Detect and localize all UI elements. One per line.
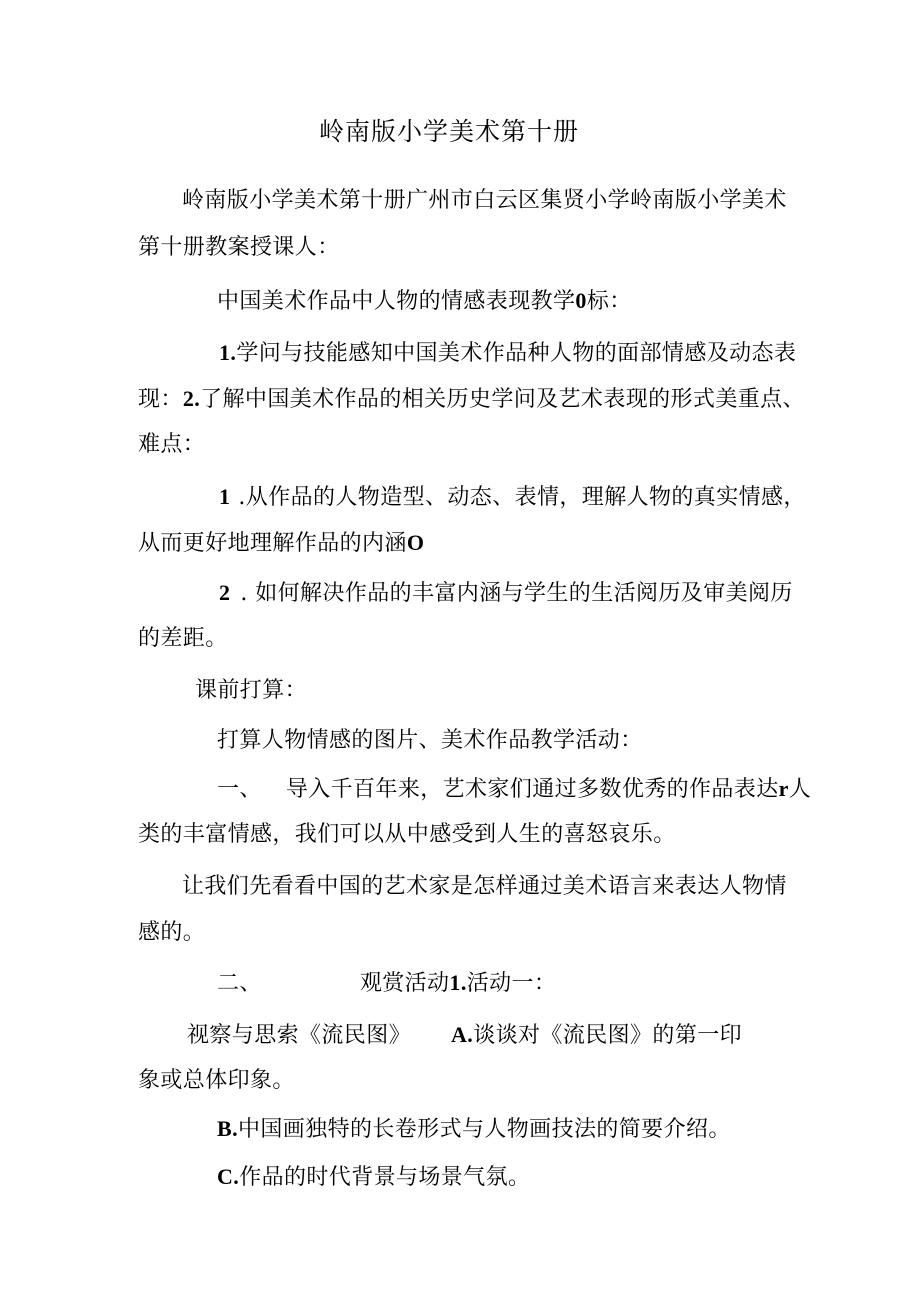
section-1-line-3: 让我们先看看中国的艺术家是怎样通过美术语言来表达人物情 [182,874,787,899]
activity-item-b-letter: B. [217,1116,238,1141]
activity-item-b [217,1114,731,1145]
difficulty-2-line-1 [219,578,793,609]
goal-number-2: 2. [182,386,201,411]
goal-text-2: 了解中国美术作品的相关历史学问及艺术表现的形式美重点、 [200,387,805,412]
difficulty-1-mark: O [406,530,425,555]
section-1-line-1 [217,774,811,805]
section-2-tail: 活动一： [466,971,557,996]
section-1-text: 导入千百年来，艺术家们通过多数优秀的作品表达 [285,777,779,802]
goal-text-1: 学问与技能感知中国美术作品种人物的面部情感及动态表 [236,341,797,366]
activity-item-a-text: 谈谈对《流民图》的第一印 [473,1023,743,1048]
difficulty-1-line-1 [219,482,806,513]
section-2-number: 1. [449,970,467,995]
goal-line-2 [138,384,805,415]
difficulty-2-line-2: 的差距。 [138,626,228,651]
activity-label: 视察与思索《流民图》 [187,1023,412,1048]
section-2-heading [217,968,556,999]
activity-line-1 [187,1020,742,1051]
intro-line-1: 岭南版小学美术第十册广州市白云区集贤小学岭南版小学美术 [182,188,787,213]
objective-mark: 0 [575,288,587,313]
activity-item-c-text: 作品的时代背景与场景气氛。 [239,1165,531,1190]
section-2-text: 观赏活动 [359,971,450,996]
difficulty-1-text: .从作品的人物造型、动态、表情，理解人物的真实情感， [238,485,806,510]
difficulty-1-line-2 [138,528,424,559]
objective-text: 中国美术作品中人物的情感表现教学 [217,289,576,314]
activity-item-a-letter: A. [451,1022,474,1047]
objective-heading [217,286,632,317]
section-1-line-2: 类的丰富情感，我们可以从中感受到人生的喜怒哀乐。 [138,822,676,847]
page-title: 岭南版小学美术第十册 [319,117,580,146]
preparation-heading: 课前打算： [195,678,308,703]
goal-line-2-prefix: 现： [138,387,183,412]
section-1-line-4: 感的。 [138,920,206,945]
difficulty-1-line-2-text: 从而更好地理解作品的内涵 [138,531,407,556]
section-2-numeral: 二、 [217,971,262,996]
section-1-tail: 人 [788,777,812,802]
difficulty-2-text: . 如何解决作品的丰富内涵与学生的生活阅历及审美阅历 [240,581,793,606]
difficulty-1-number: 1 [219,484,231,509]
goal-line-1 [219,338,796,369]
goal-number-1: 1. [219,340,237,365]
objective-tail: 标： [586,289,632,314]
activity-line-2: 象或总体印象。 [138,1068,295,1093]
intro-line-2: 第十册教案授课人： [138,235,340,260]
activity-item-c-letter: C. [217,1164,240,1189]
section-1-mark: r [778,776,789,801]
difficulty-heading: 难点： [138,432,206,457]
activity-item-b-text: 中国画独特的长卷形式与人物画技法的简要介绍。 [237,1117,731,1142]
preparation-text: 打算人物情感的图片、美术作品教学活动： [217,728,643,753]
section-1-numeral: 一、 [217,777,262,802]
activity-item-c [217,1162,530,1193]
difficulty-2-number: 2 [219,580,231,605]
